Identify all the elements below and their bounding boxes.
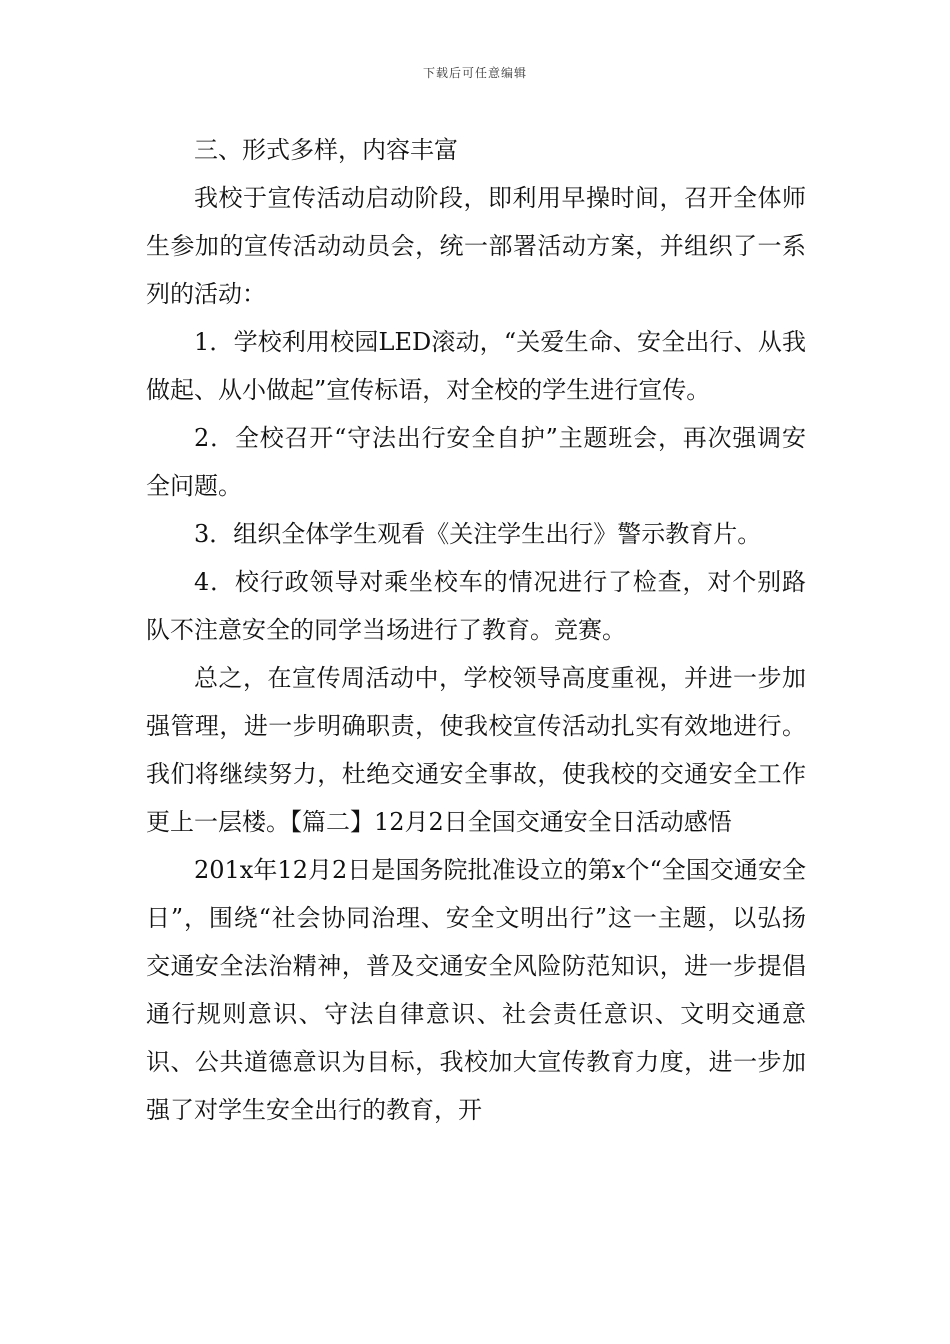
list-item-4: 4．校行政领导对乘坐校车的情况进行了检查，对个别路队不注意安全的同学当场进行了教育。竞赛。 xyxy=(146,568,806,644)
body-paragraph: 我校于宣传活动启动阶段，即利用早操时间，召开全体师生参加的宣传活动动员会，统一部署活动方案，并组织了一系列的活动： xyxy=(146,184,806,308)
body-paragraph-2: 201x年12月2日是国务院批准设立的第x个“全国交通安全日”，围绕“社会协同治理、安全文明出行”这一主题，以弘扬交通安全法治精神，普及交通安全风险防范知识，进一步提倡通行规则意识、守法自律意识、社会责任意识、文明交通意识、公共道德意识为目标，我校加大宣传教育力度，进一步加强了对学生安全出行的教育，开 xyxy=(146,856,806,1124)
list-item-2: 2．全校召开“守法出行安全自护”主题班会，再次强调安全问题。 xyxy=(146,424,806,500)
document-body xyxy=(146,126,806,1134)
list-item-3: 3．组织全体学生观看《关注学生出行》警示教育片。 xyxy=(194,520,762,548)
section-heading: 三、形式多样，内容丰富 xyxy=(194,136,458,164)
summary-paragraph: 总之，在宣传周活动中，学校领导高度重视，并进一步加强管理，进一步明确职责，使我校宣传活动扎实有效地进行。我们将继续努力，杜绝交通安全事故，使我校的交通安全工作更上一层楼。【篇二】12月2日全国交通安全日活动感悟 xyxy=(146,664,806,836)
list-item-1: 1．学校利用校园LED滚动，“关爱生命、安全出行、从我做起、从小做起”宣传标语，对全校的学生进行宣传。 xyxy=(146,328,806,404)
page-header-note: 下载后可任意编辑 xyxy=(422,66,527,80)
